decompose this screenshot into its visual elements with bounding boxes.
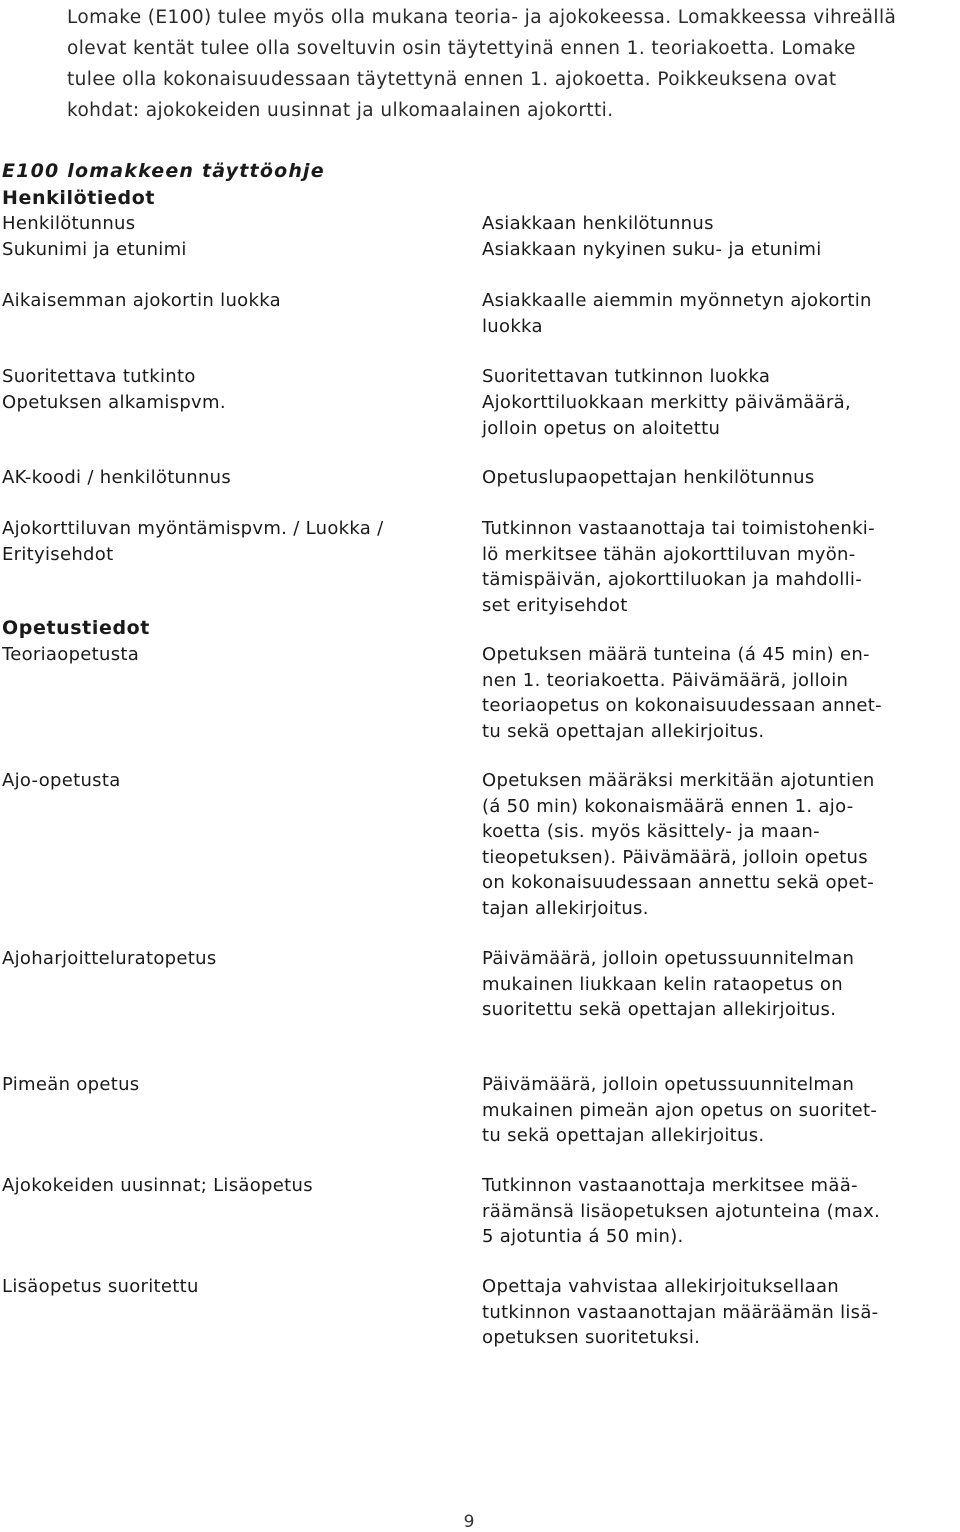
field-description xyxy=(482,946,952,1023)
field-description xyxy=(482,237,952,263)
field-description-line: tu sekä opettajan allekirjoitus. xyxy=(482,720,765,742)
field-label xyxy=(2,390,472,416)
field-description xyxy=(482,390,952,441)
field-description xyxy=(482,465,952,491)
field-description-line: tu sekä opettajan allekirjoitus. xyxy=(482,1125,765,1146)
field-description-line: 5 ajotuntia á 50 min). xyxy=(482,1226,684,1247)
field-description xyxy=(482,1173,952,1250)
field-label xyxy=(2,288,472,314)
field-description-line: Opetuksen määräksi merkitään ajotuntien xyxy=(482,770,875,791)
field-label-line: Sukunimi ja etunimi xyxy=(2,239,187,260)
field-label-line: Lisäopetus suoritettu xyxy=(2,1276,199,1297)
field-description-line: Päivämäärä, jolloin opetussuunnitelman xyxy=(482,948,855,969)
field-label-line: AK-koodi / henkilötunnus xyxy=(2,467,232,488)
field-description-line: Asiakkaalle aiemmin myönnetyn ajokortin xyxy=(482,290,872,311)
field-label xyxy=(2,768,472,794)
field-label-line: Ajoharjoitteluratopetus xyxy=(2,948,217,969)
field-label xyxy=(2,364,472,390)
field-label-line: Ajokokeiden uusinnat; Lisäopetus xyxy=(2,1175,313,1196)
field-description-line: on kokonaisuudessaan annettu sekä opet- xyxy=(482,872,875,893)
field-description-line: Asiakkaan henkilötunnus xyxy=(482,213,714,234)
field-label xyxy=(2,946,472,972)
field-description xyxy=(482,1072,952,1149)
section-heading-opetustiedot: Opetustiedot xyxy=(2,617,150,639)
field-description xyxy=(482,1274,952,1351)
field-label xyxy=(2,237,472,263)
field-description-line: suoritettu sekä opettajan allekirjoitus. xyxy=(482,999,837,1020)
page-number: 9 xyxy=(463,1512,475,1532)
field-description xyxy=(482,516,952,618)
field-description-line: koetta (sis. myös käsittely- ja maan- xyxy=(482,821,820,842)
field-description-line: tieopetuksen). Päivämäärä, jolloin opetus xyxy=(482,846,868,868)
field-description xyxy=(482,642,952,744)
field-description xyxy=(482,364,952,390)
field-label-line: Henkilötunnus xyxy=(2,213,136,234)
intro-line: kohdat: ajokokeiden uusinnat ja ulkomaalainen ajokortti. xyxy=(67,100,614,121)
field-description-line: Päivämäärä, jolloin opetussuunnitelman xyxy=(482,1074,855,1095)
field-description xyxy=(482,288,952,339)
field-label xyxy=(2,1072,472,1098)
field-description-line: set erityisehdot xyxy=(482,594,628,616)
field-description-line: lö merkitsee tähän ajokorttiluvan myön- xyxy=(482,543,856,565)
intro-line: Lomake (E100) tulee myös olla mukana teoria- ja ajokokeessa. Lomakkeessa vihreällä xyxy=(67,7,897,28)
field-description-line: Ajokorttiluokkaan merkitty päivämäärä, xyxy=(482,392,851,413)
intro-paragraph xyxy=(67,2,947,126)
field-label xyxy=(2,465,472,491)
field-description-line: Suoritettavan tutkinnon luokka xyxy=(482,366,771,387)
field-label-line: Aikaisemman ajokortin luokka xyxy=(2,290,281,311)
field-description-line: mukainen liukkaan kelin rataopetus on xyxy=(482,973,843,995)
field-description-line: teoriaopetus on kokonaisuudessaan annet- xyxy=(482,695,882,716)
field-label xyxy=(2,211,472,237)
field-description-line: luokka xyxy=(482,315,543,337)
field-description-line: mukainen pimeän ajon opetus on suoritet- xyxy=(482,1099,878,1121)
field-description-line: Tutkinnon vastaanottaja merkitsee mää- xyxy=(482,1175,858,1196)
field-label xyxy=(2,1173,472,1199)
field-label-line: Opetuksen alkamispvm. xyxy=(2,392,226,413)
intro-line: olevat kentät tulee olla soveltuvin osin täytettyinä ennen 1. teoriakoetta. Lomake xyxy=(67,38,856,59)
field-label-line: Teoriaopetusta xyxy=(2,644,140,665)
field-description-line: jolloin opetus on aloitettu xyxy=(482,417,721,439)
field-description-line: opetuksen suoritetuksi. xyxy=(482,1327,701,1348)
field-description-line: Opetuksen määrä tunteina (á 45 min) en- xyxy=(482,644,870,665)
field-label xyxy=(2,516,472,567)
field-description-line: räämänsä lisäopetuksen ajotunteina (max. xyxy=(482,1200,881,1222)
field-description-line: Opettaja vahvistaa allekirjoituksellaan xyxy=(482,1276,839,1297)
field-description xyxy=(482,768,952,921)
intro-line: tulee olla kokonaisuudessaan täytettynä ennen 1. ajokoetta. Poikkeuksena ovat xyxy=(67,69,837,90)
field-description-line: Tutkinnon vastaanottaja tai toimistohenki- xyxy=(482,518,875,539)
field-description-line: Opetuslupaopettajan henkilötunnus xyxy=(482,467,815,488)
field-label-line: Ajokorttiluvan myöntämispvm. / Luokka / xyxy=(2,518,384,539)
field-label-line: Ajo-opetusta xyxy=(2,770,121,791)
field-description xyxy=(482,211,952,237)
field-description-line: tutkinnon vastaanottajan määräämän lisä- xyxy=(482,1301,879,1323)
field-label-line: Erityisehdot xyxy=(2,543,114,565)
document-title: E100 lomakkeen täyttöohje xyxy=(2,160,325,182)
section-heading-henkilotiedot: Henkilötiedot xyxy=(2,187,156,209)
field-description-line: tajan allekirjoitus. xyxy=(482,897,649,919)
field-description-line: Asiakkaan nykyinen suku- ja etunimi xyxy=(482,239,822,260)
field-label-line: Pimeän opetus xyxy=(2,1074,140,1095)
field-label xyxy=(2,642,472,668)
field-label xyxy=(2,1274,472,1300)
field-description-line: nen 1. teoriakoetta. Päivämäärä, jolloin xyxy=(482,669,849,691)
field-description-line: tämispäivän, ajokorttiluokan ja mahdolli- xyxy=(482,569,862,590)
field-label-line: Suoritettava tutkinto xyxy=(2,366,196,387)
field-description-line: (á 50 min) kokonaismäärä ennen 1. ajo- xyxy=(482,795,854,817)
